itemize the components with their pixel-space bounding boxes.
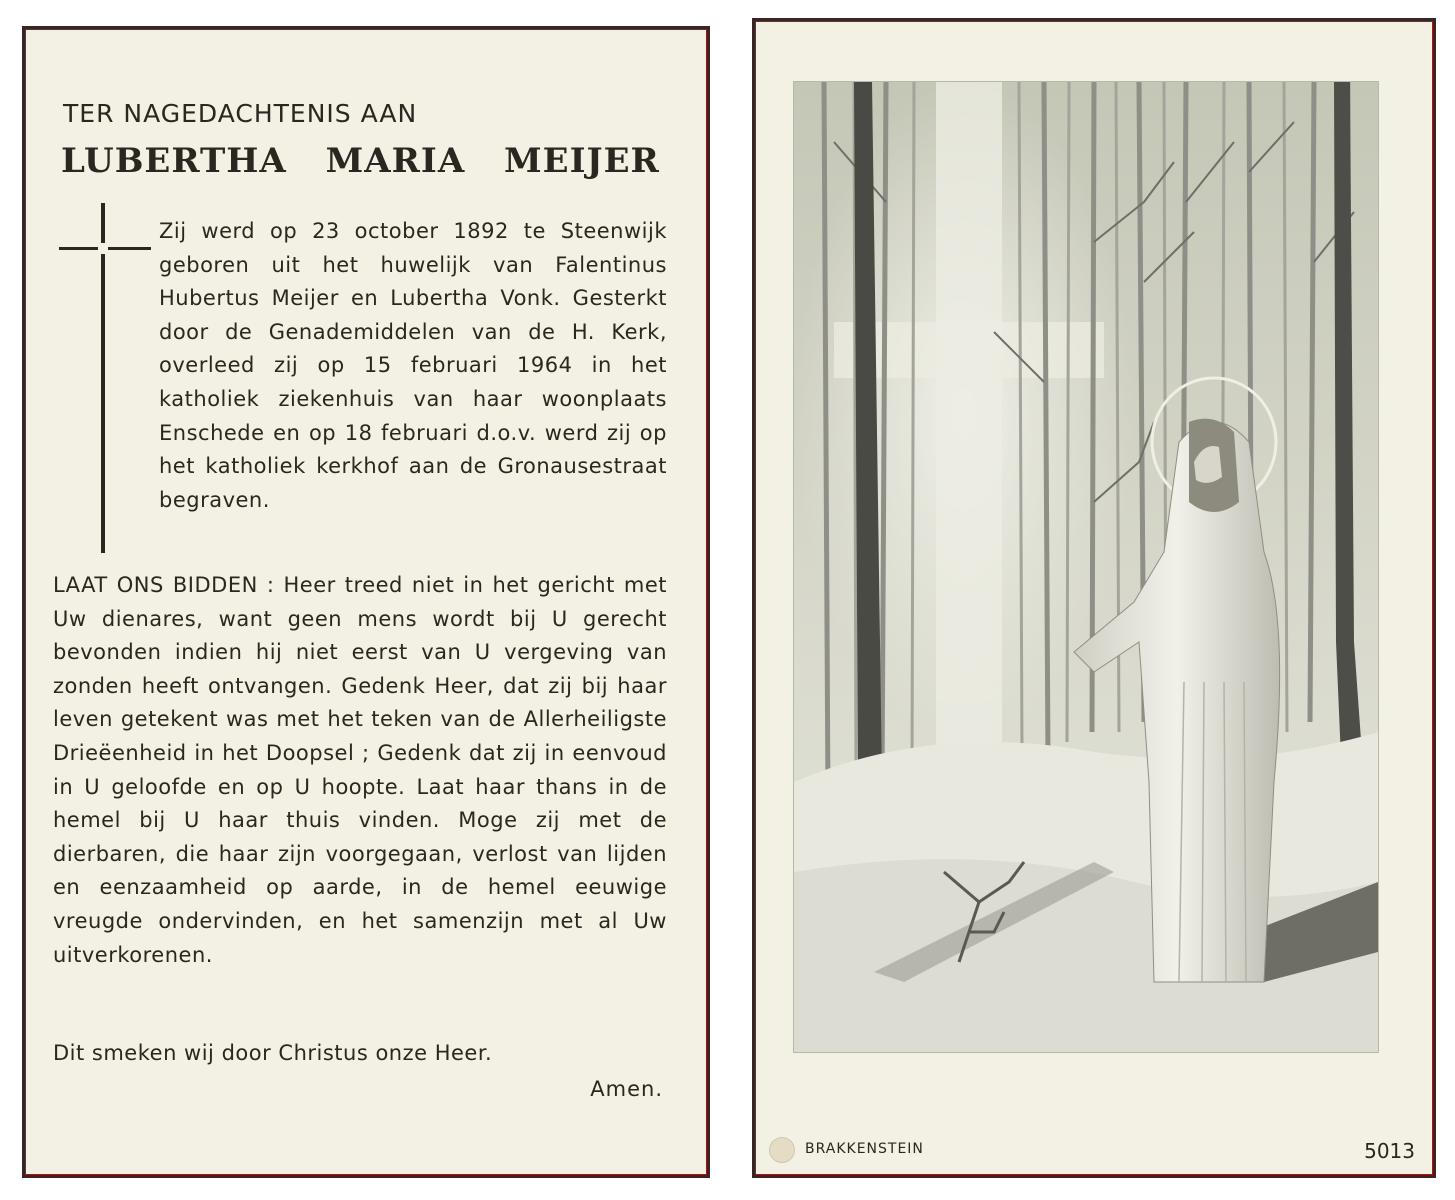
prayer-text: LAAT ONS BIDDEN : Heer treed niet in het gericht met Uw dienares, want geen mens wordt bij U gerecht bevonden indien hij niet eerst van U vergeving van zonden heeft ontvangen. Gedenk Heer, dat zij bij haar leven getekent was met het teken van de Allerheiligste Drieëenheid in het Doopsel ; Gedenk dat zij in eenvoud in U geloofde en op U hoopte. Laat haar thans in de hemel bij U haar thuis vinden. Moge zij met de dierbaren, die haar zijn voorgegaan, verlost van lijden en eenzaamheid op aarde, in de hemel eeuwige vreugde ondervinden, en het samenzijn met al Uw uitverkorenen. [53, 573, 667, 967]
deceased-name: LUBERTHA MARIA MEIJER [61, 141, 660, 181]
memorial-text-card [22, 26, 710, 1178]
publisher-name: BRAKKENSTEIN [805, 1141, 924, 1157]
closing-line: Dit smeken wij door Christus onze Heer. [53, 1041, 493, 1065]
publisher-seal-icon [769, 1137, 795, 1163]
card-number: 5013 [1364, 1139, 1415, 1163]
winter-forest-illustration [793, 81, 1379, 1053]
amen-text: Amen. [590, 1077, 663, 1101]
devotional-picture-card [752, 18, 1436, 1178]
biography-text: Zij werd op 23 october 1892 te Steenwijk geboren uit het huwelijk van Falentinus Hubertus Meijer en Lubertha Vonk. Gesterkt door de Genademiddelen van de H. Kerk, overleed zij op 15 februari 1964 in het katholiek ziekenhuis van haar woonplaats Enschede en op 18 februari d.o.v. werd zij op het katholiek kerkhof aan de Gronausestraat begraven. [159, 219, 667, 512]
intro-heading: TER NAGEDACHTENIS AAN [63, 99, 418, 128]
